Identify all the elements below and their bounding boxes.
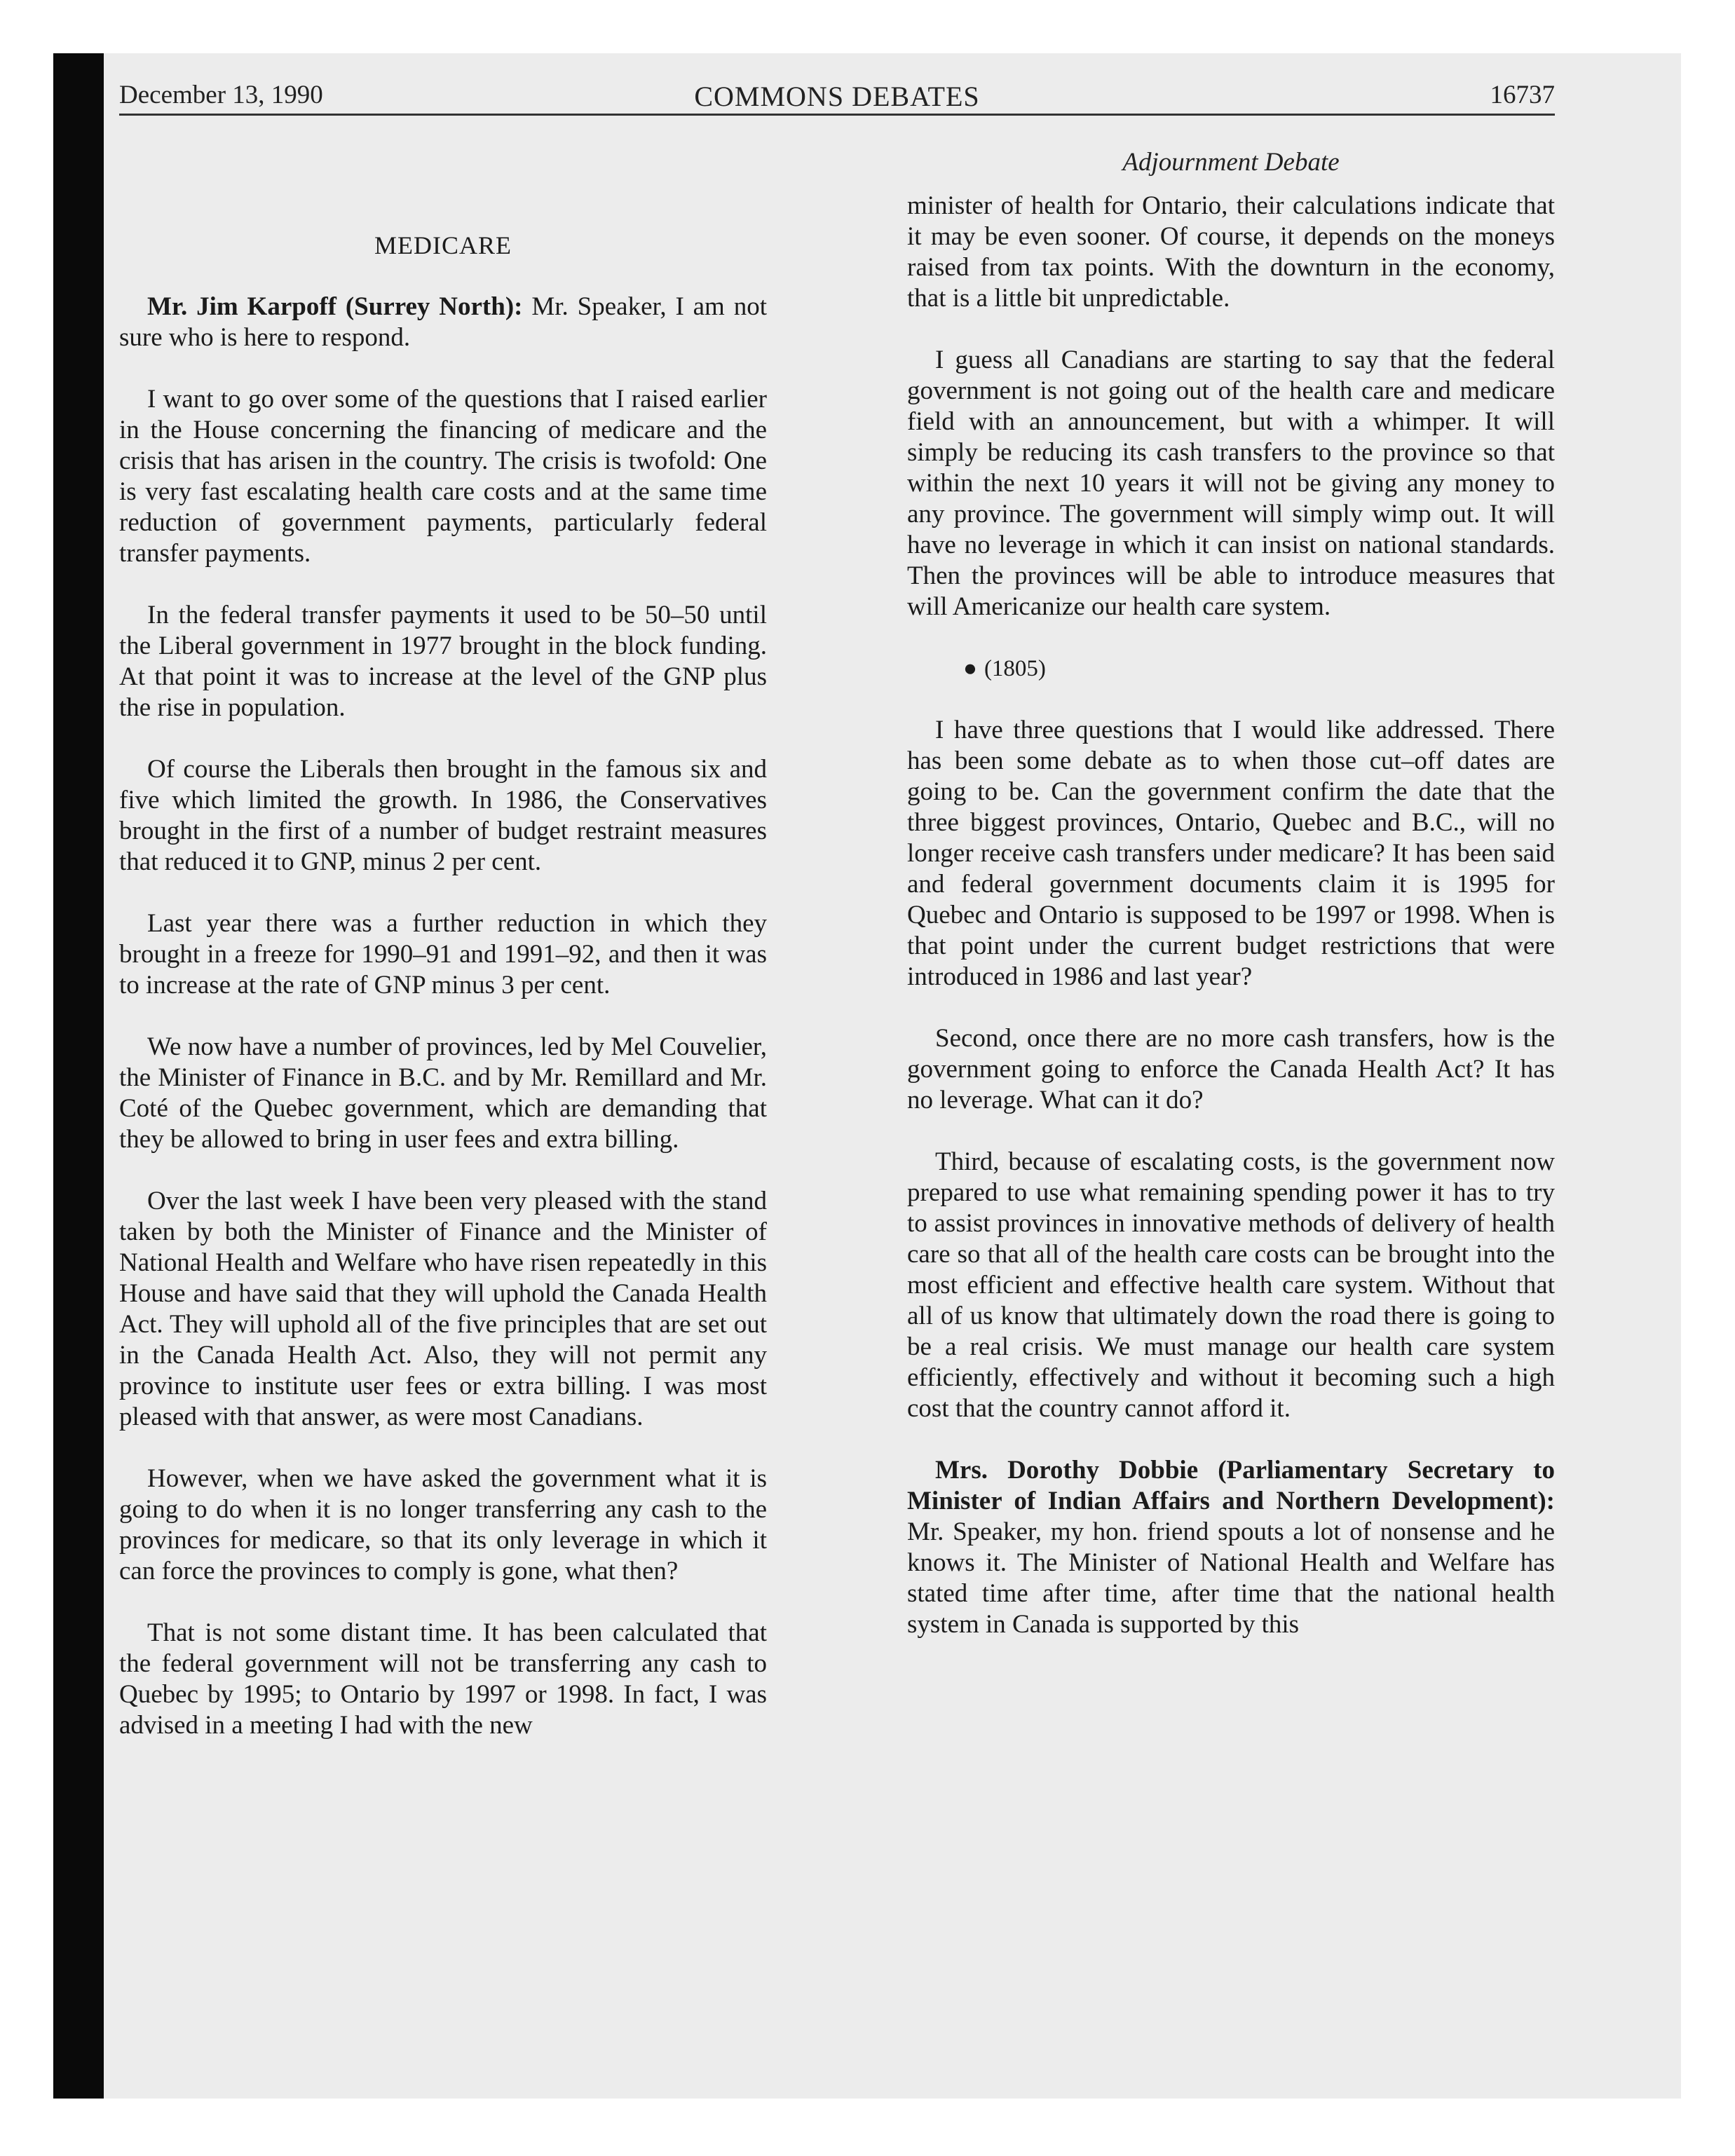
speaker-name: Mrs. Dorothy Dobbie (Parliamentary Secretary to Minister of Indian Affairs and Northern Development): — [907, 1456, 1555, 1515]
paragraph: In the federal transfer payments it used to be 50–50 until the Liberal government in 1977 brought in the block funding. At that point it was to increase at the level of the GNP plus the rise in population. — [119, 601, 767, 722]
speaker-name: Mr. Jim Karpoff (Surrey North): — [147, 292, 523, 321]
paragraph: Of course the Liberals then brought in the famous six and five which limited the growth. In 1986, the Conservatives brought in the first of a number of budget restraint measures that reduced it to GNP, minus 2 per cent. — [119, 755, 767, 876]
bullet-icon: ● — [963, 656, 977, 681]
time-marker — [907, 653, 1555, 684]
paragraph-continuation: minister of health for Ontario, their calculations indicate that it may be even sooner. Of course, it depends on the moneys raised from tax points. With the downturn in the economy, that is a little bit unpredictable. — [907, 191, 1555, 313]
speech-reply — [907, 1455, 1555, 1640]
paragraph: That is not some distant time. It has been calculated that the federal government will not be transferring any cash to Quebec by 1995; to Ontario by 1997 or 1998. In fact, I was advised in a meeting I had with the new — [119, 1618, 767, 1740]
header-date: December 13, 1990 — [119, 81, 323, 109]
paragraph: Over the last week I have been very pleased with the stand taken by both the Minister of Finance and the Minister of National Health and Welfare who have risen repeatedly in this House and have said that they will uphold the Canada Health Act. They will uphold all of the five principles that are set out in the Canada Health Act. Also, they will not permit any province to institute user fees or extra billing. I was most pleased with that answer, as were most Canadians. — [119, 1187, 767, 1431]
section-label: Adjournment Debate — [1122, 148, 1340, 177]
paragraph: I guess all Canadians are starting to say that the federal government is not going out of the health care and medicare field with an announcement, but with a whimper. It will simply be reducing its cash transfers to the province so that within the next 10 years it will not be giving any money to any province. The government will simply wimp out. It will have no leverage in which it can insist on national standards. Then the provinces will be able to introduce measures that will Americanize our health care system. — [907, 346, 1555, 621]
right-column — [907, 191, 1555, 2055]
section-heading: MEDICARE — [374, 231, 512, 259]
speech-intro: Mr. Speaker, I am not sure who is here to respond. — [119, 292, 767, 352]
binding-edge — [53, 53, 104, 2099]
header-title: COMMONS DEBATES — [694, 81, 980, 112]
paragraph: Third, because of escalating costs, is the government now prepared to use what remaining spending power it has to try to assist provinces in innovative methods of delivery of health care so that all of the health care costs can be brought into the most efficient and effective health care system. Without that all of us know that ultimately down the road there is going to be a real crisis. We must manage our health care system efficiently, effectively and without it becoming such a high cost that the country cannot afford it. — [907, 1147, 1555, 1423]
paragraph: I want to go over some of the questions that I raised earlier in the House concerning the financing of medicare and the crisis that has arisen in the country. The crisis is twofold: One is very fast escalating health care costs and at the same time reduction of government payments, particularly federal transfer payments. — [119, 385, 767, 568]
paragraph: Last year there was a further reduction in which they brought in a freeze for 1990–91 and 1991–92, and then it was to increase at the rate of GNP minus 3 per cent. — [119, 909, 767, 999]
reply-text: Mr. Speaker, my hon. friend spouts a lot of nonsense and he knows it. The Minister of National Health and Welfare has stated time after time, after time that the national health system in Canada is supported by this — [907, 1517, 1555, 1639]
paragraph: I have three questions that I would like addressed. There has been some debate as to when those cut–off dates are going to be. Can the government confirm the date that the three biggest provinces, Ontario, Quebec and B.C., will no longer receive cash transfers under medicare? It has been said and federal government documents claim it is 1995 for Quebec and Ontario is supposed to be 1997 or 1998. When is that point under the current budget restrictions that were introduced in 1986 and last year? — [907, 716, 1555, 991]
header-rule — [119, 114, 1555, 116]
speech-opening — [119, 292, 767, 353]
left-column — [119, 191, 767, 2055]
paragraph: Second, once there are no more cash transfers, how is the government going to enforce the Canada Health Act? It has no leverage. What can it do? — [907, 1024, 1555, 1114]
header-page-number: 16737 — [1490, 81, 1555, 109]
paragraph: We now have a number of provinces, led by Mel Couvelier, the Minister of Finance in B.C. and by Mr. Remillard and Mr. Coté of the Quebec government, which are demanding that they be allowed to bring in user fees and extra billing. — [119, 1032, 767, 1154]
time-marker-text: (1805) — [984, 656, 1046, 681]
running-head — [119, 70, 1555, 119]
paragraph: However, when we have asked the government what it is going to do when it is no longer transferring any cash to the provinces for medicare, so that its only leverage in which it can force the provinces to comply is gone, what then? — [119, 1464, 767, 1585]
